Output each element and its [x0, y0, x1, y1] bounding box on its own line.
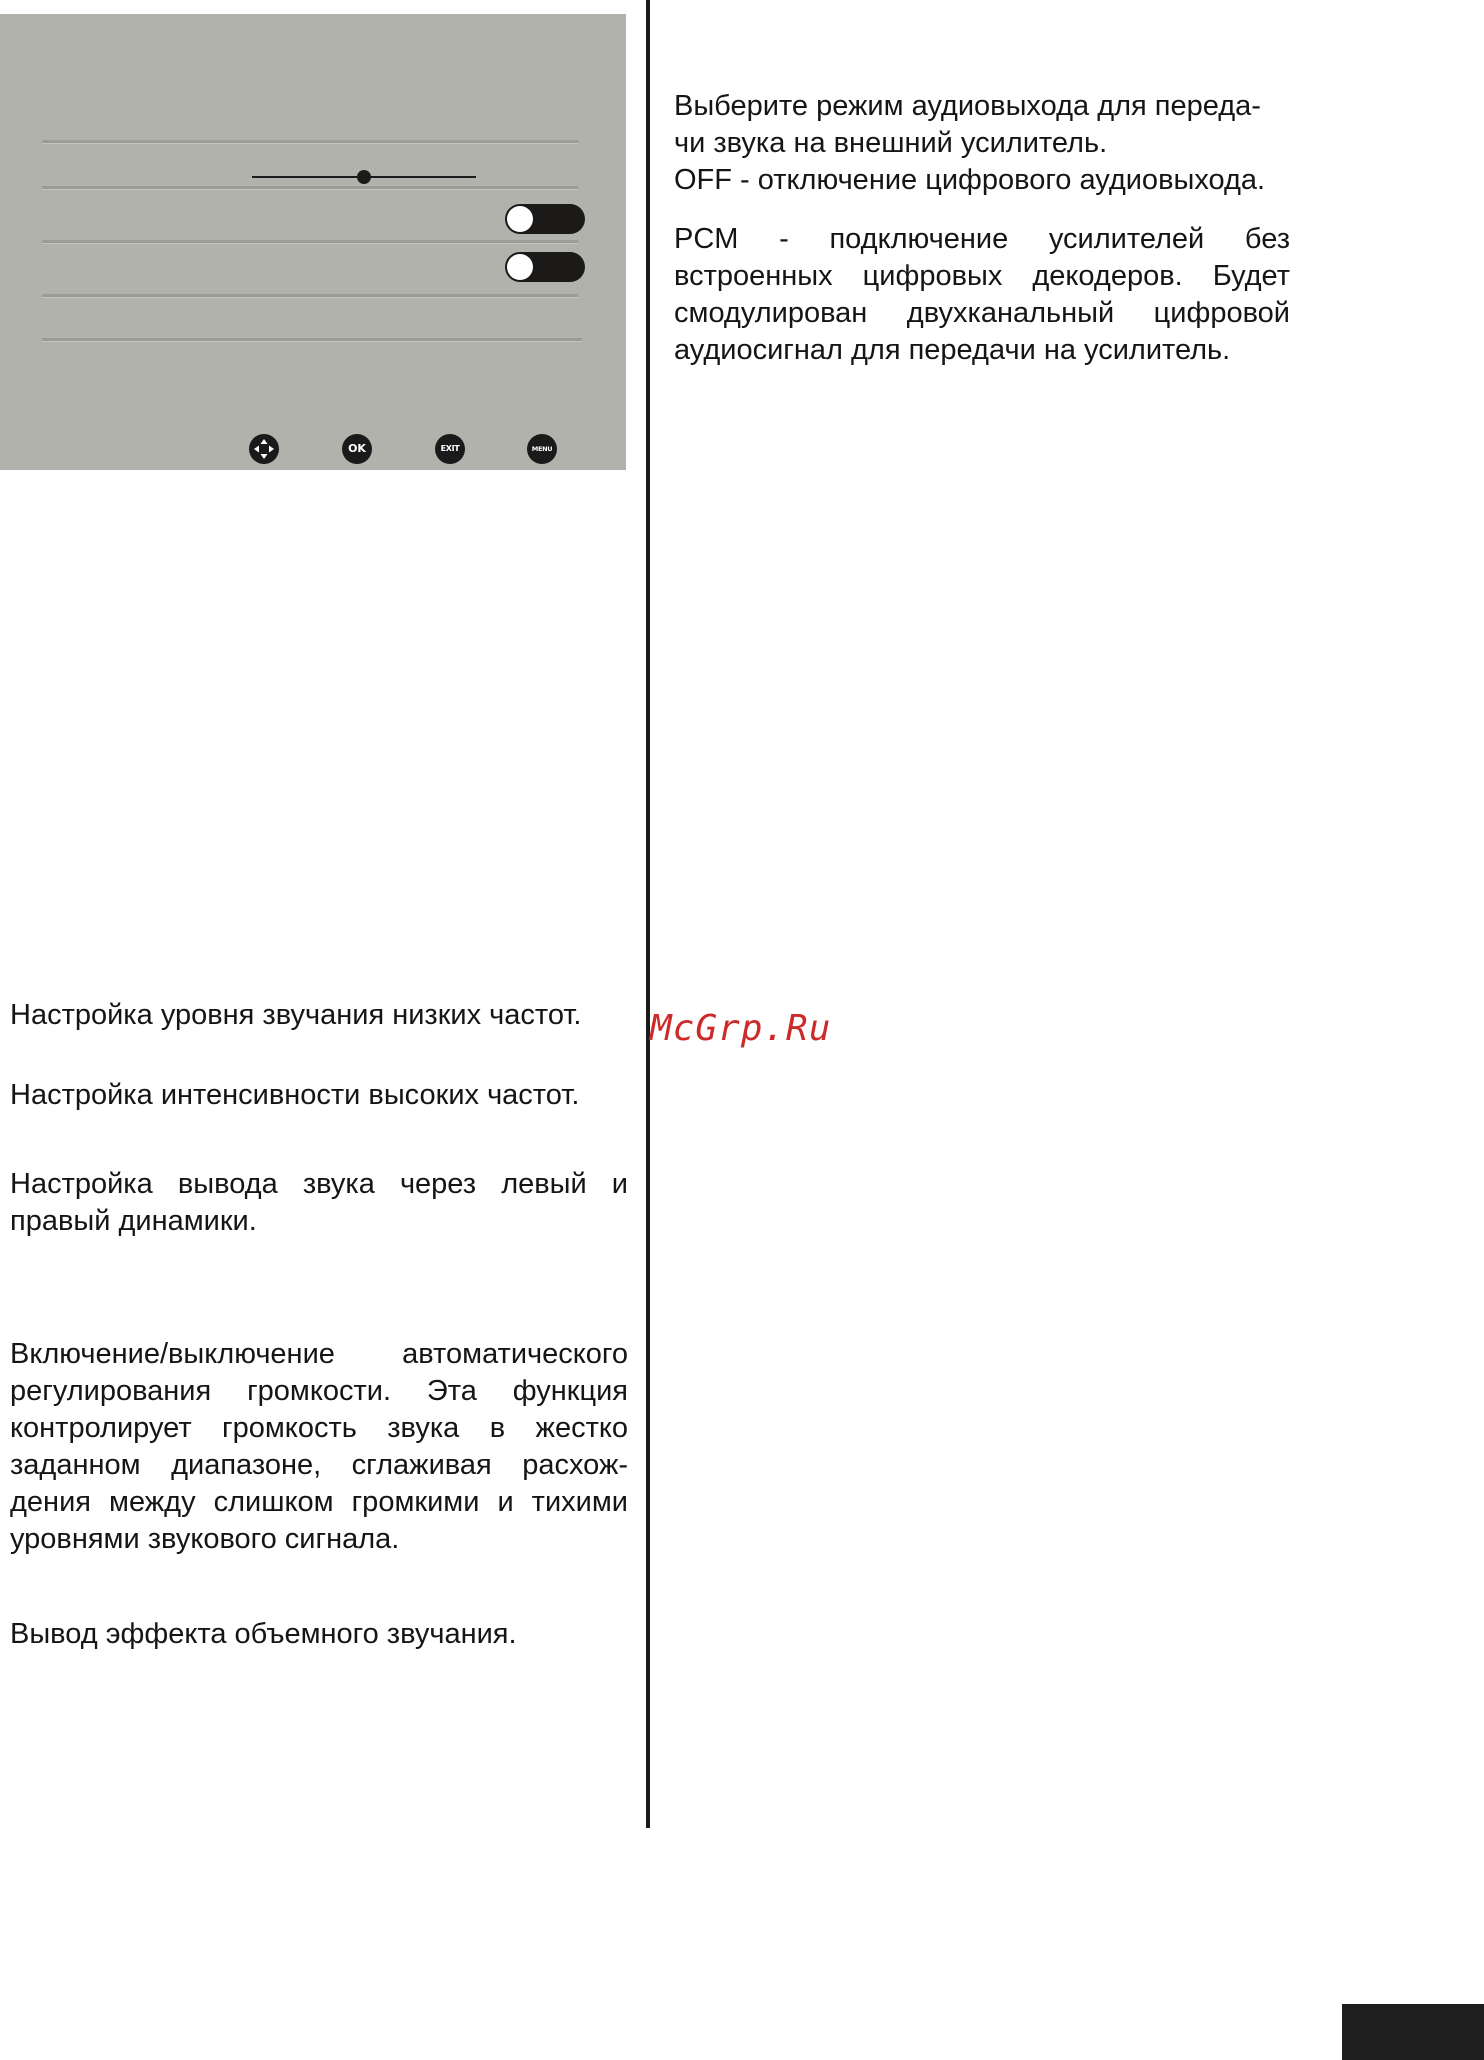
toggle-2[interactable]	[505, 252, 585, 282]
ok-key-icon[interactable]: OK	[342, 434, 372, 464]
menu-separator	[42, 338, 582, 342]
toggle-1[interactable]	[505, 204, 585, 234]
toggle-knob	[507, 254, 533, 280]
menu-key-icon[interactable]: MENU	[527, 434, 557, 464]
watermark: McGrp.Ru	[650, 1008, 832, 1049]
surround-description: Вывод эффекта объемного звучания.	[10, 1618, 517, 1650]
menu-separator	[42, 140, 578, 144]
pcm-mode-description: PCM - подключение усилителей без встроенных цифровых декодеров. Будет смодулирован двухканальный цифровой аудиосигнал для передачи на усилитель.	[674, 223, 1290, 366]
menu-separator	[42, 294, 578, 298]
menu-separator	[42, 186, 578, 190]
balance-description: Настройка вывода звука через левый и правый динамики.	[10, 1168, 628, 1237]
column-divider	[646, 0, 650, 1828]
audio-out-description-line-2: чи звука на внешний усилитель.	[674, 127, 1108, 159]
slider-knob[interactable]	[357, 170, 371, 184]
sound-menu-screen	[0, 14, 626, 470]
off-mode-description: OFF - отключение цифрового аудиовыхода.	[674, 164, 1266, 196]
bass-description: Настройка уровня звучания низких частот.	[10, 999, 582, 1031]
menu-separator	[42, 240, 578, 244]
page-number-tab	[1342, 2004, 1484, 2060]
menu-slider[interactable]	[252, 166, 476, 188]
avl-description: Включение/выключение автоматического регулирования громкости. Эта функция контролирует громкость звука в жестко заданном диапазоне, сглаживая расхож-дения между слишком громкими и тихими уровнями звукового сигнала.	[10, 1338, 628, 1555]
exit-key-icon[interactable]: EXIT	[435, 434, 465, 464]
toggle-knob	[507, 206, 533, 232]
navigation-pad-icon[interactable]	[249, 434, 279, 464]
treble-description: Настройка интенсивности высоких частот.	[10, 1079, 580, 1111]
audio-out-description-line-1: Выберите режим аудиовыхода для переда-	[674, 90, 1261, 122]
